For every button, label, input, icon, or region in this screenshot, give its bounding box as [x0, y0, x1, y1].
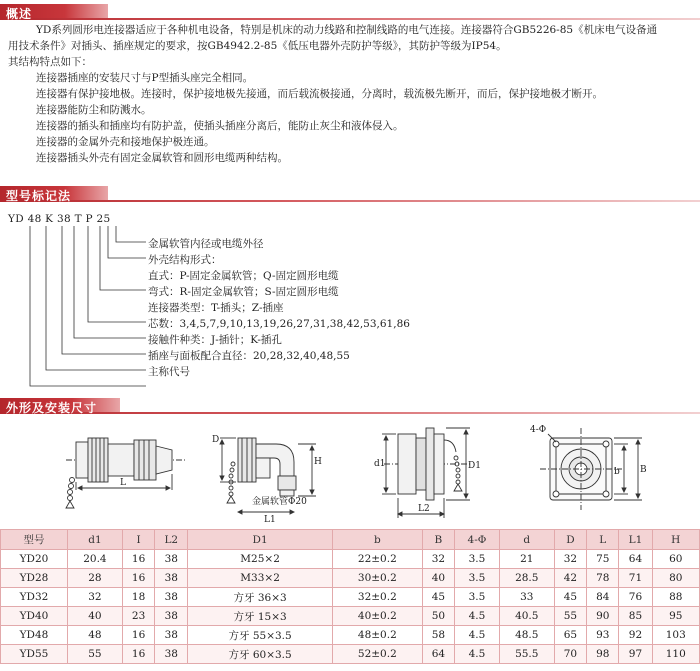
table-cell: 28 [67, 569, 122, 588]
table-cell: 18 [122, 588, 154, 607]
explain-line: 金属软管内径或电缆外径 [148, 238, 264, 250]
table-cell: 48.5 [499, 626, 554, 645]
table-cell: 3.5 [455, 550, 500, 569]
table-cell: 40 [422, 569, 454, 588]
table-cell: M25×2 [188, 550, 333, 569]
table-cell: 48±0.2 [332, 626, 422, 645]
table-cell: 65 [554, 626, 586, 645]
table-cell: 58 [422, 626, 454, 645]
table-cell: 40 [67, 607, 122, 626]
table-cell: 90 [587, 607, 619, 626]
label-L: L [120, 478, 126, 488]
table-cell: 32 [422, 550, 454, 569]
table-cell: 80 [652, 569, 700, 588]
table-cell: 92 [619, 626, 652, 645]
table-cell: 33 [499, 588, 554, 607]
table-cell: 16 [122, 569, 154, 588]
table-cell: 3.5 [455, 569, 500, 588]
section-title: 概述 [6, 7, 33, 21]
table-cell: 84 [587, 588, 619, 607]
table-cell: 52±0.2 [332, 645, 422, 664]
column-header: H [652, 530, 700, 550]
explain-line: 接触件种类：J-插针；K-插孔 [148, 334, 282, 346]
table-cell: 方牙 15×3 [188, 607, 333, 626]
table-cell: 方牙 36×3 [188, 588, 333, 607]
table-cell: 40±0.2 [332, 607, 422, 626]
feature-item: 连接器插座的安装尺寸与P型插头座完全相同。 [36, 72, 254, 84]
table-cell: 30±0.2 [332, 569, 422, 588]
table-cell: 85 [619, 607, 652, 626]
label-hose: 金属软管Φ20 [252, 497, 307, 507]
table-cell: YD40 [1, 607, 68, 626]
intro-line-2: 用技术条件》对插头、插座规定的要求，按GB4942.2-85《低压电器外壳防护等级》，其防护等级为IP54。 [8, 40, 507, 52]
drawing-straight-plug [66, 438, 186, 508]
table-cell: 方牙 60×3.5 [188, 645, 333, 664]
table-cell: 4.5 [455, 607, 500, 626]
table-cell: YD48 [1, 626, 68, 645]
label-d1: d1 [374, 459, 386, 469]
table-cell: 45 [554, 588, 586, 607]
table-cell: 55 [554, 607, 586, 626]
column-header: 型号 [1, 530, 68, 550]
drawing-flange-front [530, 425, 647, 510]
table-cell: 76 [619, 588, 652, 607]
table-cell: 64 [422, 645, 454, 664]
column-header: D1 [188, 530, 333, 550]
section-title: 外形及安装尺寸 [6, 401, 98, 415]
spec-table [0, 529, 700, 664]
table-cell: 98 [587, 645, 619, 664]
feature-item: 连接器有保护接地极。连接时，保护接地极先接通，而后载流极接通，分离时，载流极先断开，而后，保护接地极才断开。 [36, 88, 603, 100]
table-cell: 50 [422, 607, 454, 626]
section-title: 型号标记法 [6, 189, 72, 203]
explain-line: 弯式：R-固定金属软管；S-固定圆形电缆 [148, 286, 339, 298]
table-cell: 38 [155, 626, 188, 645]
table-cell: 70 [554, 645, 586, 664]
table-cell: 38 [155, 588, 188, 607]
explain-line: 直式：P-固定金属软管；Q-固定圆形电缆 [148, 270, 339, 282]
label-L2: L2 [418, 504, 430, 514]
table-row [1, 588, 700, 607]
table-cell: 78 [587, 569, 619, 588]
table-row [1, 645, 700, 664]
table-header-row [1, 530, 700, 550]
table-cell: 42 [554, 569, 586, 588]
dimension-drawings [0, 418, 700, 526]
column-header: b [332, 530, 422, 550]
table-cell: 97 [619, 645, 652, 664]
table-cell: 20.4 [67, 550, 122, 569]
label-L1: L1 [264, 515, 276, 525]
label-b: b [614, 467, 620, 477]
table-cell: 方牙 55×3.5 [188, 626, 333, 645]
column-header: B [422, 530, 454, 550]
table-row [1, 550, 700, 569]
explain-line: 主称代号 [148, 366, 190, 378]
table-cell: 38 [155, 550, 188, 569]
table-cell: 95 [652, 607, 700, 626]
table-cell: 71 [619, 569, 652, 588]
table-cell: 16 [122, 645, 154, 664]
table-cell: 48 [67, 626, 122, 645]
table-cell: 38 [155, 569, 188, 588]
table-cell: YD28 [1, 569, 68, 588]
column-header: d [499, 530, 554, 550]
table-cell: YD32 [1, 588, 68, 607]
table-cell: 4.5 [455, 645, 500, 664]
table-cell: 38 [155, 645, 188, 664]
explain-line: 连接器类型：T-插头；Z-插座 [148, 302, 284, 314]
table-cell: 64 [619, 550, 652, 569]
drawing-elbow-plug [212, 435, 322, 525]
column-header: L [587, 530, 619, 550]
table-row [1, 607, 700, 626]
table-cell: 103 [652, 626, 700, 645]
column-header: L1 [619, 530, 652, 550]
table-cell: 32±0.2 [332, 588, 422, 607]
table-row [1, 569, 700, 588]
features-heading: 其结构特点如下： [8, 56, 92, 68]
table-cell: 55 [67, 645, 122, 664]
table-cell: 45 [422, 588, 454, 607]
table-cell: 16 [122, 550, 154, 569]
table-cell: 38 [155, 607, 188, 626]
explain-line: 芯数：3,4,5,7,9,10,13,19,26,27,31,38,42,53,61,86 [148, 318, 410, 330]
column-header: L2 [155, 530, 188, 550]
table-cell: 93 [587, 626, 619, 645]
table-cell: 88 [652, 588, 700, 607]
table-cell: 32 [67, 588, 122, 607]
feature-item: 连接器能防尘和防溅水。 [36, 104, 152, 116]
column-header: I [122, 530, 154, 550]
table-cell: 3.5 [455, 588, 500, 607]
explain-line: 外壳结构形式： [148, 254, 222, 266]
table-cell: 32 [554, 550, 586, 569]
model-code: YD 48 K 38 T P 25 [8, 213, 111, 225]
table-row [1, 626, 700, 645]
section-header-dimensions [0, 398, 700, 414]
table-cell: 75 [587, 550, 619, 569]
column-header: D [554, 530, 586, 550]
label-H: H [314, 457, 322, 467]
table-cell: 55.5 [499, 645, 554, 664]
table-cell: 4.5 [455, 626, 500, 645]
table-cell: YD55 [1, 645, 68, 664]
intro-line-1: YD系列圆形电连接器适应于各种机电设备，特别是机床的动力线路和控制线路的电气连接。连接器符合GB5226-85《机床电气设备通 [36, 24, 658, 36]
feature-item: 连接器的金属外壳和接地保护极连通。 [36, 136, 215, 148]
explain-line: 插座与面板配合直径：20,28,32,40,48,55 [148, 350, 350, 362]
table-cell: 21 [499, 550, 554, 569]
feature-item: 连接器的插头和插座均有防护盖，使插头插座分离后，能防止灰尘和液体侵入。 [36, 120, 404, 132]
table-cell: 23 [122, 607, 154, 626]
label-D1: D1 [468, 461, 481, 471]
table-cell: YD20 [1, 550, 68, 569]
label-hole: 4-Φ [530, 425, 547, 435]
table-cell: 110 [652, 645, 700, 664]
feature-item: 连接器插头外壳有固定金属软管和圆形电缆两种结构。 [36, 152, 288, 164]
table-cell: 60 [652, 550, 700, 569]
table-cell: 16 [122, 626, 154, 645]
drawing-receptacle [374, 428, 481, 518]
label-D: D [212, 435, 220, 445]
table-cell: 22±0.2 [332, 550, 422, 569]
column-header: d1 [67, 530, 122, 550]
column-header: 4-Φ [455, 530, 500, 550]
label-B: B [640, 465, 647, 475]
table-cell: 28.5 [499, 569, 554, 588]
table-cell: M33×2 [188, 569, 333, 588]
table-cell: 40.5 [499, 607, 554, 626]
